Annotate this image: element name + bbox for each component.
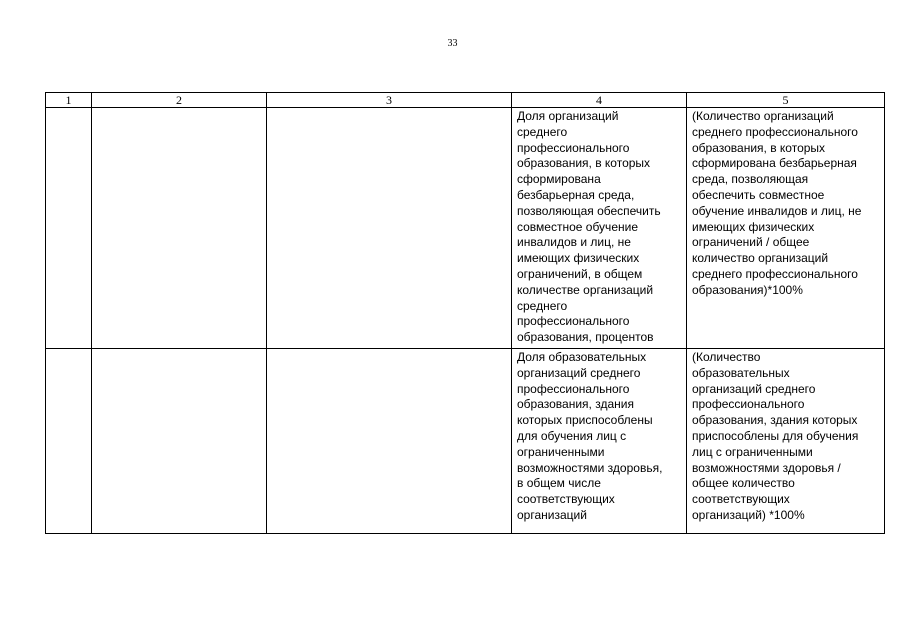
text-line: среднего (517, 298, 568, 313)
text-line: организаций (517, 507, 587, 522)
table-row (46, 108, 885, 349)
text-line: лиц с ограниченными (692, 444, 813, 459)
text-line: общее количество (692, 476, 795, 491)
text-line: позволяющая обеспечить (517, 203, 661, 218)
text-line: среднего профессионального (692, 124, 858, 139)
text-line: количестве организаций (517, 282, 654, 297)
column-header-3: 3 (267, 93, 512, 108)
text-line: образования, здания (517, 397, 634, 412)
table-cell-col3 (267, 108, 512, 349)
text-line: организаций) *100% (692, 507, 805, 522)
column-header-5: 5 (687, 93, 885, 108)
table-cell-col3 (267, 348, 512, 533)
text-line: безбарьерная среда, (517, 187, 635, 202)
text-line: образования, в которых (692, 140, 826, 155)
text-line: обучение инвалидов и лиц, не (692, 203, 862, 218)
text-line: Доля образовательных (517, 349, 647, 364)
table-cell-col2 (92, 108, 267, 349)
text-line: образования, здания которых (692, 413, 858, 428)
text-line: образовательных (692, 365, 790, 380)
table-cell-col2 (92, 348, 267, 533)
text-line: ограниченными (517, 444, 605, 459)
text-line: соответствующих (517, 492, 615, 507)
text-line: сформирована (517, 172, 601, 187)
indicator-formula-cell (687, 348, 885, 533)
text-line: профессионального (517, 381, 630, 396)
indicator-name-text (512, 349, 686, 526)
text-line: (Количество (692, 349, 761, 364)
text-line: Доля организаций (517, 109, 619, 123)
text-line: обеспечить совместное (692, 187, 825, 202)
text-line: имеющих физических (692, 219, 815, 234)
column-header-4: 4 (512, 93, 687, 108)
text-line: приспособлены для обучения (692, 428, 859, 443)
text-line: возможностями здоровья, (517, 460, 663, 475)
text-line: среднего профессионального (692, 266, 858, 281)
table-cell-col1 (46, 108, 92, 349)
column-header-1: 1 (46, 93, 92, 108)
text-line: возможностями здоровья / (692, 460, 841, 475)
table-header-row (46, 93, 885, 108)
text-line: в общем числе (517, 476, 601, 491)
indicators-table (45, 92, 885, 534)
text-line: совместное обучение (517, 219, 638, 234)
text-line: профессионального (517, 314, 630, 329)
text-line: профессионального (517, 140, 630, 155)
page-number: 33 (447, 38, 458, 49)
text-line: организаций среднего (517, 365, 641, 380)
indicator-name-cell (512, 108, 687, 349)
text-line: ограничений / общее (692, 235, 810, 250)
table-cell-col1 (46, 348, 92, 533)
text-line: количество организаций (692, 251, 829, 266)
text-line: образования, в которых (517, 156, 651, 171)
indicator-name-text (512, 108, 686, 348)
text-line: образования)*100% (692, 282, 803, 297)
indicator-formula-text (687, 108, 884, 301)
table-row (46, 348, 885, 533)
indicator-name-cell (512, 348, 687, 533)
text-line: ограничений, в общем (517, 266, 643, 281)
text-line: инвалидов и лиц, не (517, 235, 631, 250)
text-line: образования, процентов (517, 330, 654, 345)
text-line: сформирована безбарьерная (692, 156, 857, 171)
text-line: организаций среднего (692, 381, 816, 396)
indicator-formula-text (687, 349, 884, 526)
text-line: (Количество организаций (692, 109, 834, 123)
text-line: имеющих физических (517, 251, 640, 266)
text-line: соответствующих (692, 492, 790, 507)
indicator-formula-cell (687, 108, 885, 349)
column-header-2: 2 (92, 93, 267, 108)
text-line: профессионального (692, 397, 805, 412)
text-line: для обучения лиц с (517, 428, 627, 443)
text-line: среда, позволяющая (692, 172, 809, 187)
text-line: среднего (517, 124, 568, 139)
text-line: которых приспособлены (517, 413, 653, 428)
